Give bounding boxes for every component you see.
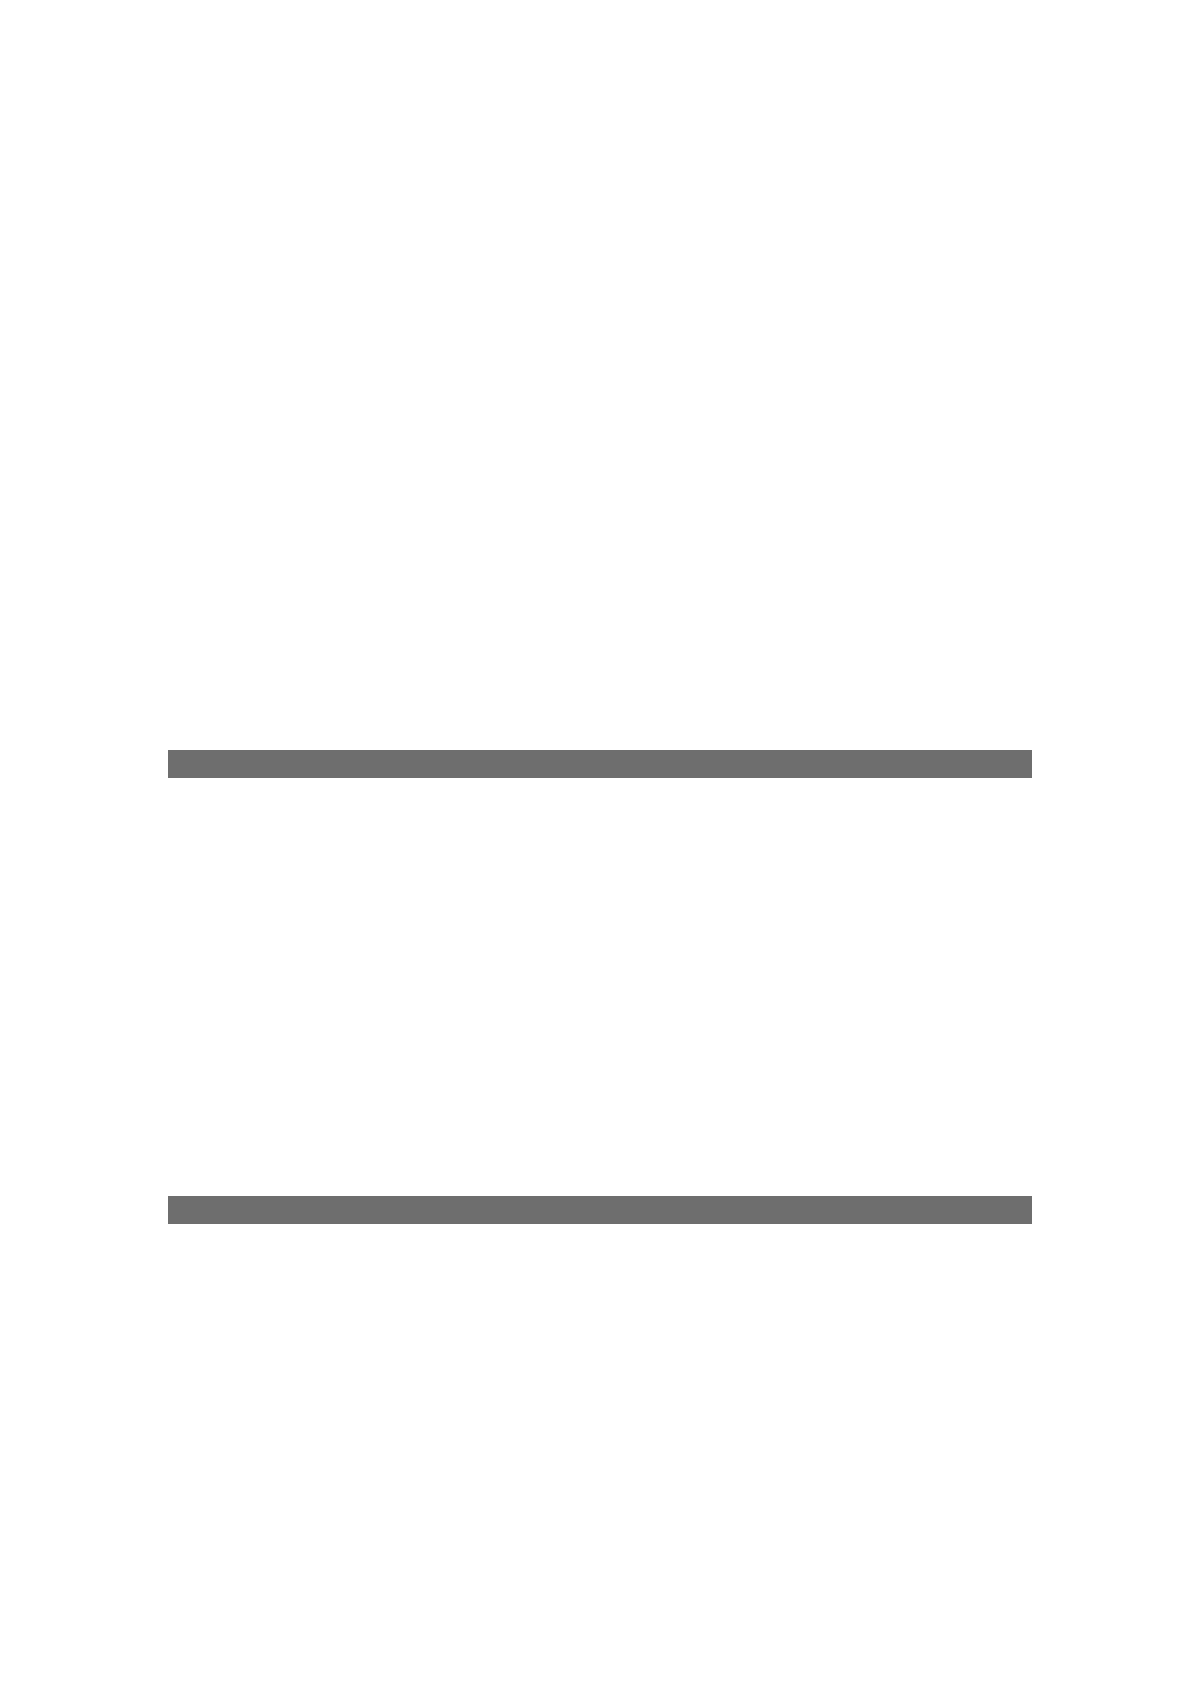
section-header-1 — [168, 750, 1032, 778]
section-header-2 — [168, 1196, 1032, 1224]
